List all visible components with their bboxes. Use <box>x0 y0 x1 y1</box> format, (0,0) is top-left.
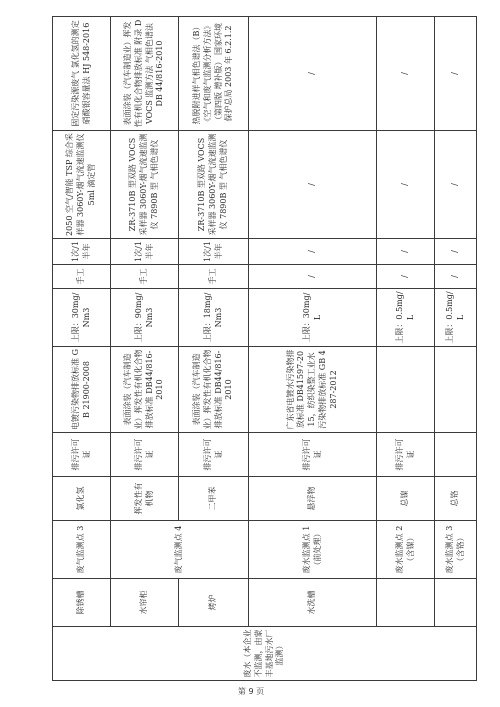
method-cell: 热脱附进样气相色谱法（B）《空气和废气监测分析方法》（第四版 增补版） 国家环境保护总局 2003 年 6.2.1.2 <box>179 17 249 131</box>
method-cell: / <box>377 17 435 131</box>
count-cell: / <box>377 265 435 289</box>
basis-cell <box>435 433 477 477</box>
basis-cell: 排污许可证 <box>53 433 111 477</box>
point-cell: 废气监测点 3 <box>53 521 111 579</box>
equipment-cell: 2050 空气/智能 TSP 综合采样器 3060Y-烟气流速监测仪 5ml 滴定管 <box>53 131 111 239</box>
facility-cell: 除锈槽 <box>53 579 111 627</box>
method-cell: 固定污染源废气 氯化氢的测定 硝酸银容量法 HJ 548-2016 <box>53 17 111 131</box>
basis-cell: 排污许可证 <box>111 433 179 477</box>
table-row <box>111 17 179 681</box>
item-cell: 总镍 <box>377 477 435 521</box>
standard-cell: 电镀污染物排放标准 GB 21900-2008 <box>53 347 111 433</box>
freq-cell: 1次/1半年 <box>111 239 179 265</box>
limit-cell: 上限：30mg/Nm3 <box>53 289 111 347</box>
method-cell: 表面涂装（汽车制造业）挥发性有机化合物排放标准 附录 D VOCS 监测方法 气相色谱法 DB 44/816-2010 <box>111 17 179 131</box>
point-cell: 废水监测点 2（含镍） <box>377 521 435 579</box>
equipment-cell: / <box>249 131 377 239</box>
standard-cell: 表面涂装（汽车制造业）挥发性有机化合物排放标准 DB44/816-2010 <box>179 347 249 433</box>
table-row <box>53 17 111 681</box>
item-cell: 氯化氢 <box>53 477 111 521</box>
item-cell: 二甲苯 <box>179 477 249 521</box>
count-cell: / <box>249 265 377 289</box>
limit-cell: 上限：0.5mg/L <box>435 289 477 347</box>
freq-cell: / <box>249 239 377 265</box>
item-cell: 挥发性有机物 <box>111 477 179 521</box>
page-number: 第 9 页 <box>237 687 265 696</box>
limit-cell: 上限：30mg/L <box>249 289 377 347</box>
facility-cell <box>377 579 435 627</box>
limit-cell: 上限：0.5mg/L <box>377 289 435 347</box>
point-cell: 废水监测点 3（含铬） <box>435 521 477 579</box>
standard-cell: 广东省电镀水污染物排放标准 DB41597-2015，纺织染整工业水污染物排放标准 GB 4287-2012 <box>249 347 377 433</box>
monitoring-table <box>52 16 477 681</box>
equipment-cell: ZR-3710B 型双路 VOCS 采样器 3060Y-烟气流速监测仪 7890B 型 气相色谱仪 <box>111 131 179 239</box>
item-cell: 总铬 <box>435 477 477 521</box>
basis-cell: 排污许可证 <box>179 433 249 477</box>
facility-cell <box>435 579 477 627</box>
facility-cell: 烤炉 <box>179 579 249 627</box>
equipment-cell: ZR-3710B 型双路 VOCS 采样器 3060Y-烟气流速监测仪 7890B 型 气相色谱仪 <box>179 131 249 239</box>
water-items-cell: 悬浮物 <box>249 477 377 521</box>
limit-cell: 上限：18mg/Nm3 <box>179 289 249 347</box>
standard-cell <box>435 347 477 433</box>
basis-cell: 排污许可证 <box>377 433 435 477</box>
method-cell: / <box>249 17 377 131</box>
freq-cell: / <box>377 239 435 265</box>
count-cell: 手工 <box>111 265 179 289</box>
table-row <box>179 17 249 681</box>
freq-cell: / <box>435 239 477 265</box>
freq-cell: 1次/1半年 <box>53 239 111 265</box>
point-cell: 废水监测点 1（前处理） <box>249 521 377 579</box>
freq-cell: 1次/1半年 <box>179 239 249 265</box>
count-cell: 手工 <box>179 265 249 289</box>
count-cell: / <box>435 265 477 289</box>
table-row <box>249 17 377 681</box>
table-row <box>377 17 435 681</box>
limit-cell: 上限：90mg/Nm3 <box>111 289 179 347</box>
standard-cell <box>377 347 435 433</box>
equipment-cell: / <box>435 131 477 239</box>
facility-cell: 水帘柜 <box>111 579 179 627</box>
point-cell: 废气监测点 4 <box>111 521 249 579</box>
water-category-cell: 废水（本企业不监测，由蒙丰基地污水厂监测） <box>53 627 477 681</box>
facility-cell: 水洗槽 <box>249 579 377 627</box>
table-row <box>435 17 477 681</box>
method-cell: / <box>435 17 477 131</box>
standard-cell: 表面涂装（汽车制造业）挥发性有机化合物排放标准 DB44/816-2010 <box>111 347 179 433</box>
equipment-cell: / <box>377 131 435 239</box>
basis-cell: 排污许可证 <box>249 433 377 477</box>
count-cell: 手工 <box>53 265 111 289</box>
